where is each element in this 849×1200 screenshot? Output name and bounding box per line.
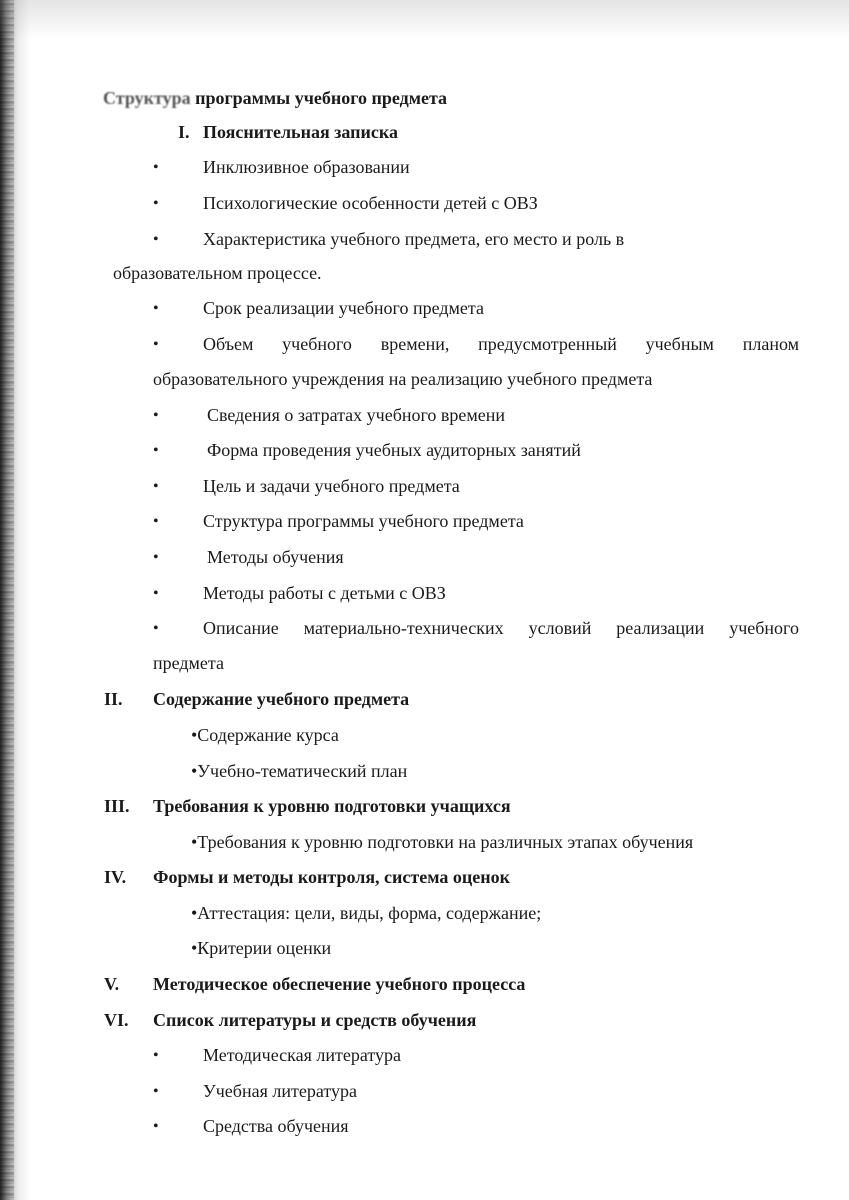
section-2-numeral: II. [104, 689, 123, 709]
bullet-icon: • [153, 513, 159, 530]
bullet-icon: • [153, 1083, 159, 1100]
bullet-icon: • [153, 442, 159, 459]
bullet-icon: • [153, 620, 159, 637]
section-1-item: Объем учебного времени, предусмотренный учебным планом [203, 334, 799, 354]
bullet-icon: • [153, 231, 159, 248]
section-1-item: Методы работы с детьми с ОВЗ [203, 583, 446, 603]
section-1-item: Форма проведения учебных аудиторных занятий [207, 440, 581, 460]
section-1-item: Срок реализации учебного предмета [203, 298, 484, 318]
bullet-icon: • [153, 585, 159, 602]
bullet-icon: • [153, 1118, 159, 1135]
section-1-numeral: I. [178, 122, 190, 142]
bullet-icon: • [153, 159, 159, 176]
section-2-heading: Содержание учебного предмета [153, 689, 410, 709]
section-6-item: Средства обучения [203, 1116, 349, 1136]
section-4-numeral: IV. [104, 867, 127, 887]
section-5-heading: Методическое обеспечение учебного процесса [153, 974, 526, 994]
bullet-icon: • [153, 407, 159, 424]
section-1-item: Сведения о затратах учебного времени [207, 405, 506, 425]
section-3-item: •Требования к уровню подготовки на различных этапах обучения [191, 832, 694, 852]
section-1-item: Методы обучения [207, 547, 344, 567]
section-1-item: Психологические особенности детей с ОВЗ [203, 193, 538, 213]
section-4-item: •Аттестация: цели, виды, форма, содержание; [191, 903, 542, 923]
section-3-numeral: III. [104, 796, 130, 816]
section-2-item: •Содержание курса [191, 725, 339, 745]
section-6-numeral: VI. [104, 1010, 129, 1030]
document-title [103, 87, 447, 109]
bullet-icon: • [153, 195, 159, 212]
section-1-item-continuation: образовательного учреждения на реализацию учебного предмета [153, 369, 653, 389]
section-1-item: Структура программы учебного предмета [203, 511, 524, 531]
section-5-numeral: V. [104, 974, 120, 994]
section-1-item: Инклюзивное образовании [203, 157, 410, 177]
section-6-item: Методическая литература [203, 1045, 401, 1065]
section-1-heading: Пояснительная записка [203, 122, 399, 142]
section-6-heading: Список литературы и средств обучения [153, 1010, 477, 1030]
section-1-item: Характеристика учебного предмета, его место и роль в [203, 229, 625, 249]
document-title-rest: программы учебного предмета [190, 88, 448, 108]
section-3-heading: Требования к уровню подготовки учащихся [153, 796, 511, 816]
section-2-item: •Учебно-тематический план [191, 761, 408, 781]
bullet-icon: • [153, 549, 159, 566]
bullet-icon: • [153, 1047, 159, 1064]
bullet-icon: • [153, 478, 159, 495]
document-title-faded: Структура [103, 88, 191, 108]
bullet-icon: • [153, 300, 159, 317]
bullet-icon: • [153, 336, 159, 353]
section-4-item: •Критерии оценки [191, 938, 332, 958]
scan-edge-noise [0, 0, 14, 1200]
section-1-item: Цель и задачи учебного предмета [203, 476, 460, 496]
section-1-item-continuation: предмета [153, 653, 224, 673]
section-4-heading: Формы и методы контроля, система оценок [153, 867, 510, 887]
section-1-item-continuation: образовательном процессе. [113, 263, 322, 283]
scan-top-shade [0, 0, 849, 40]
section-1-item: Описание материально-технических условий реализации учебного [203, 618, 799, 638]
section-6-item: Учебная литература [203, 1081, 357, 1101]
